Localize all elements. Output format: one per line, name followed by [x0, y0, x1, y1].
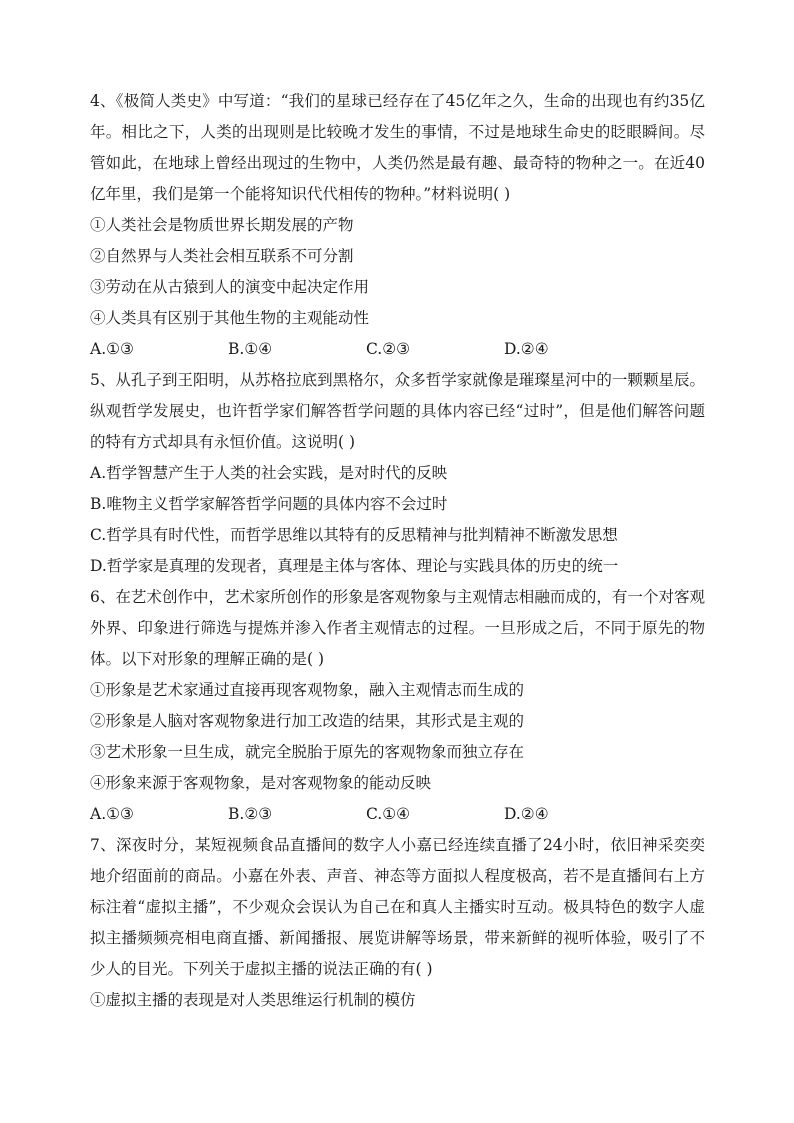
statement-item: ①虚拟主播的表现是对人类思维运行机制的模仿 [90, 991, 416, 1009]
statement-item: ④形象来源于客观物象，是对客观物象的能动反映 [90, 774, 432, 792]
option-d: D.②④ [504, 340, 549, 358]
question-stem: 7、深夜时分，某短视频食品直播间的数字人小嘉已经连续直播了24小时，依旧神采奕奕地介绍面前的商品。小嘉在外表、声音、神态等方面拟人程度极高，若不是直播间右上方标注着“虚拟主播”，不少观众会误认为自己在和真人主播实时互动。极具特色的数字人虚拟主播频频亮相电商直播、新闻播报、展览讲解等场景，带来新鲜的视听体验，吸引了不少人的目光。下列关于虚拟主播的说法正确的有( ) [90, 836, 705, 978]
question-4 [90, 86, 705, 365]
statement-item: ②形象是人脑对客观物象进行加工改造的结果，其形式是主观的 [90, 712, 525, 730]
choice-item: B.唯物主义哲学家解答哲学问题的具体内容不会过时 [90, 495, 448, 513]
option-b: B.②③ [228, 805, 273, 823]
option-c: C.②③ [366, 340, 411, 358]
question-stem: 4、《极简人类史》中写道：“我们的星球已经存在了45亿年之久，生命的出现也有约35亿年。相比之下，人类的出现则是比较晚才发生的事情，不过是地球生命史的眨眼瞬间。尽管如此，在地球上曾经出现过的生物中，人类仍然是最有趣、最奇特的物种之一。在近40亿年里，我们是第一个能将知识代代相传的物种。”材料说明( ) [90, 92, 705, 203]
statement-item: ①人类社会是物质世界长期发展的产物 [90, 216, 354, 234]
option-c: C.①④ [366, 805, 411, 823]
question-stem: 5、从孔子到王阳明，从苏格拉底到黑格尔，众多哲学家就像是璀璨星河中的一颗颗星辰。纵观哲学发展史，也许哲学家们解答哲学问题的具体内容已经“过时”，但是他们解答问题的特有方式却具有永恒价值。这说明( ) [90, 371, 705, 451]
statement-item: ③艺术形象一旦生成，就完全脱胎于原先的客观物象而独立存在 [90, 743, 525, 761]
choice-item: A.哲学智慧产生于人类的社会实践，是对时代的反映 [90, 464, 448, 482]
option-b: B.①④ [228, 340, 273, 358]
option-a: A.①③ [90, 340, 134, 358]
statement-item: ④人类具有区别于其他生物的主观能动性 [90, 309, 370, 327]
question-stem: 6、在艺术创作中，艺术家所创作的形象是客观物象与主观情志相融而成的，有一个对客观外界、印象进行筛选与提炼并渗入作者主观情志的过程。一旦形成之后，不同于原先的物体。以下对形象的理解正确的是( ) [90, 588, 705, 668]
answer-options [90, 334, 705, 365]
answer-options [90, 799, 705, 830]
choice-item: C.哲学具有时代性，而哲学思维以其特有的反思精神与批判精神不断激发思想 [90, 526, 618, 544]
question-7 [90, 830, 705, 1016]
statement-item: ②自然界与人类社会相互联系不可分割 [90, 247, 354, 265]
exam-page [90, 86, 705, 1016]
statement-item: ③劳动在从古猿到人的演变中起决定作用 [90, 278, 370, 296]
option-d: D.②④ [504, 805, 549, 823]
choice-item: D.哲学家是真理的发现者，真理是主体与客体、理论与实践具体的历史的统一 [90, 557, 619, 575]
question-6 [90, 582, 705, 830]
option-a: A.①③ [90, 805, 134, 823]
question-5 [90, 365, 705, 582]
statement-item: ①形象是艺术家通过直接再现客观物象，融入主观情志而生成的 [90, 681, 525, 699]
